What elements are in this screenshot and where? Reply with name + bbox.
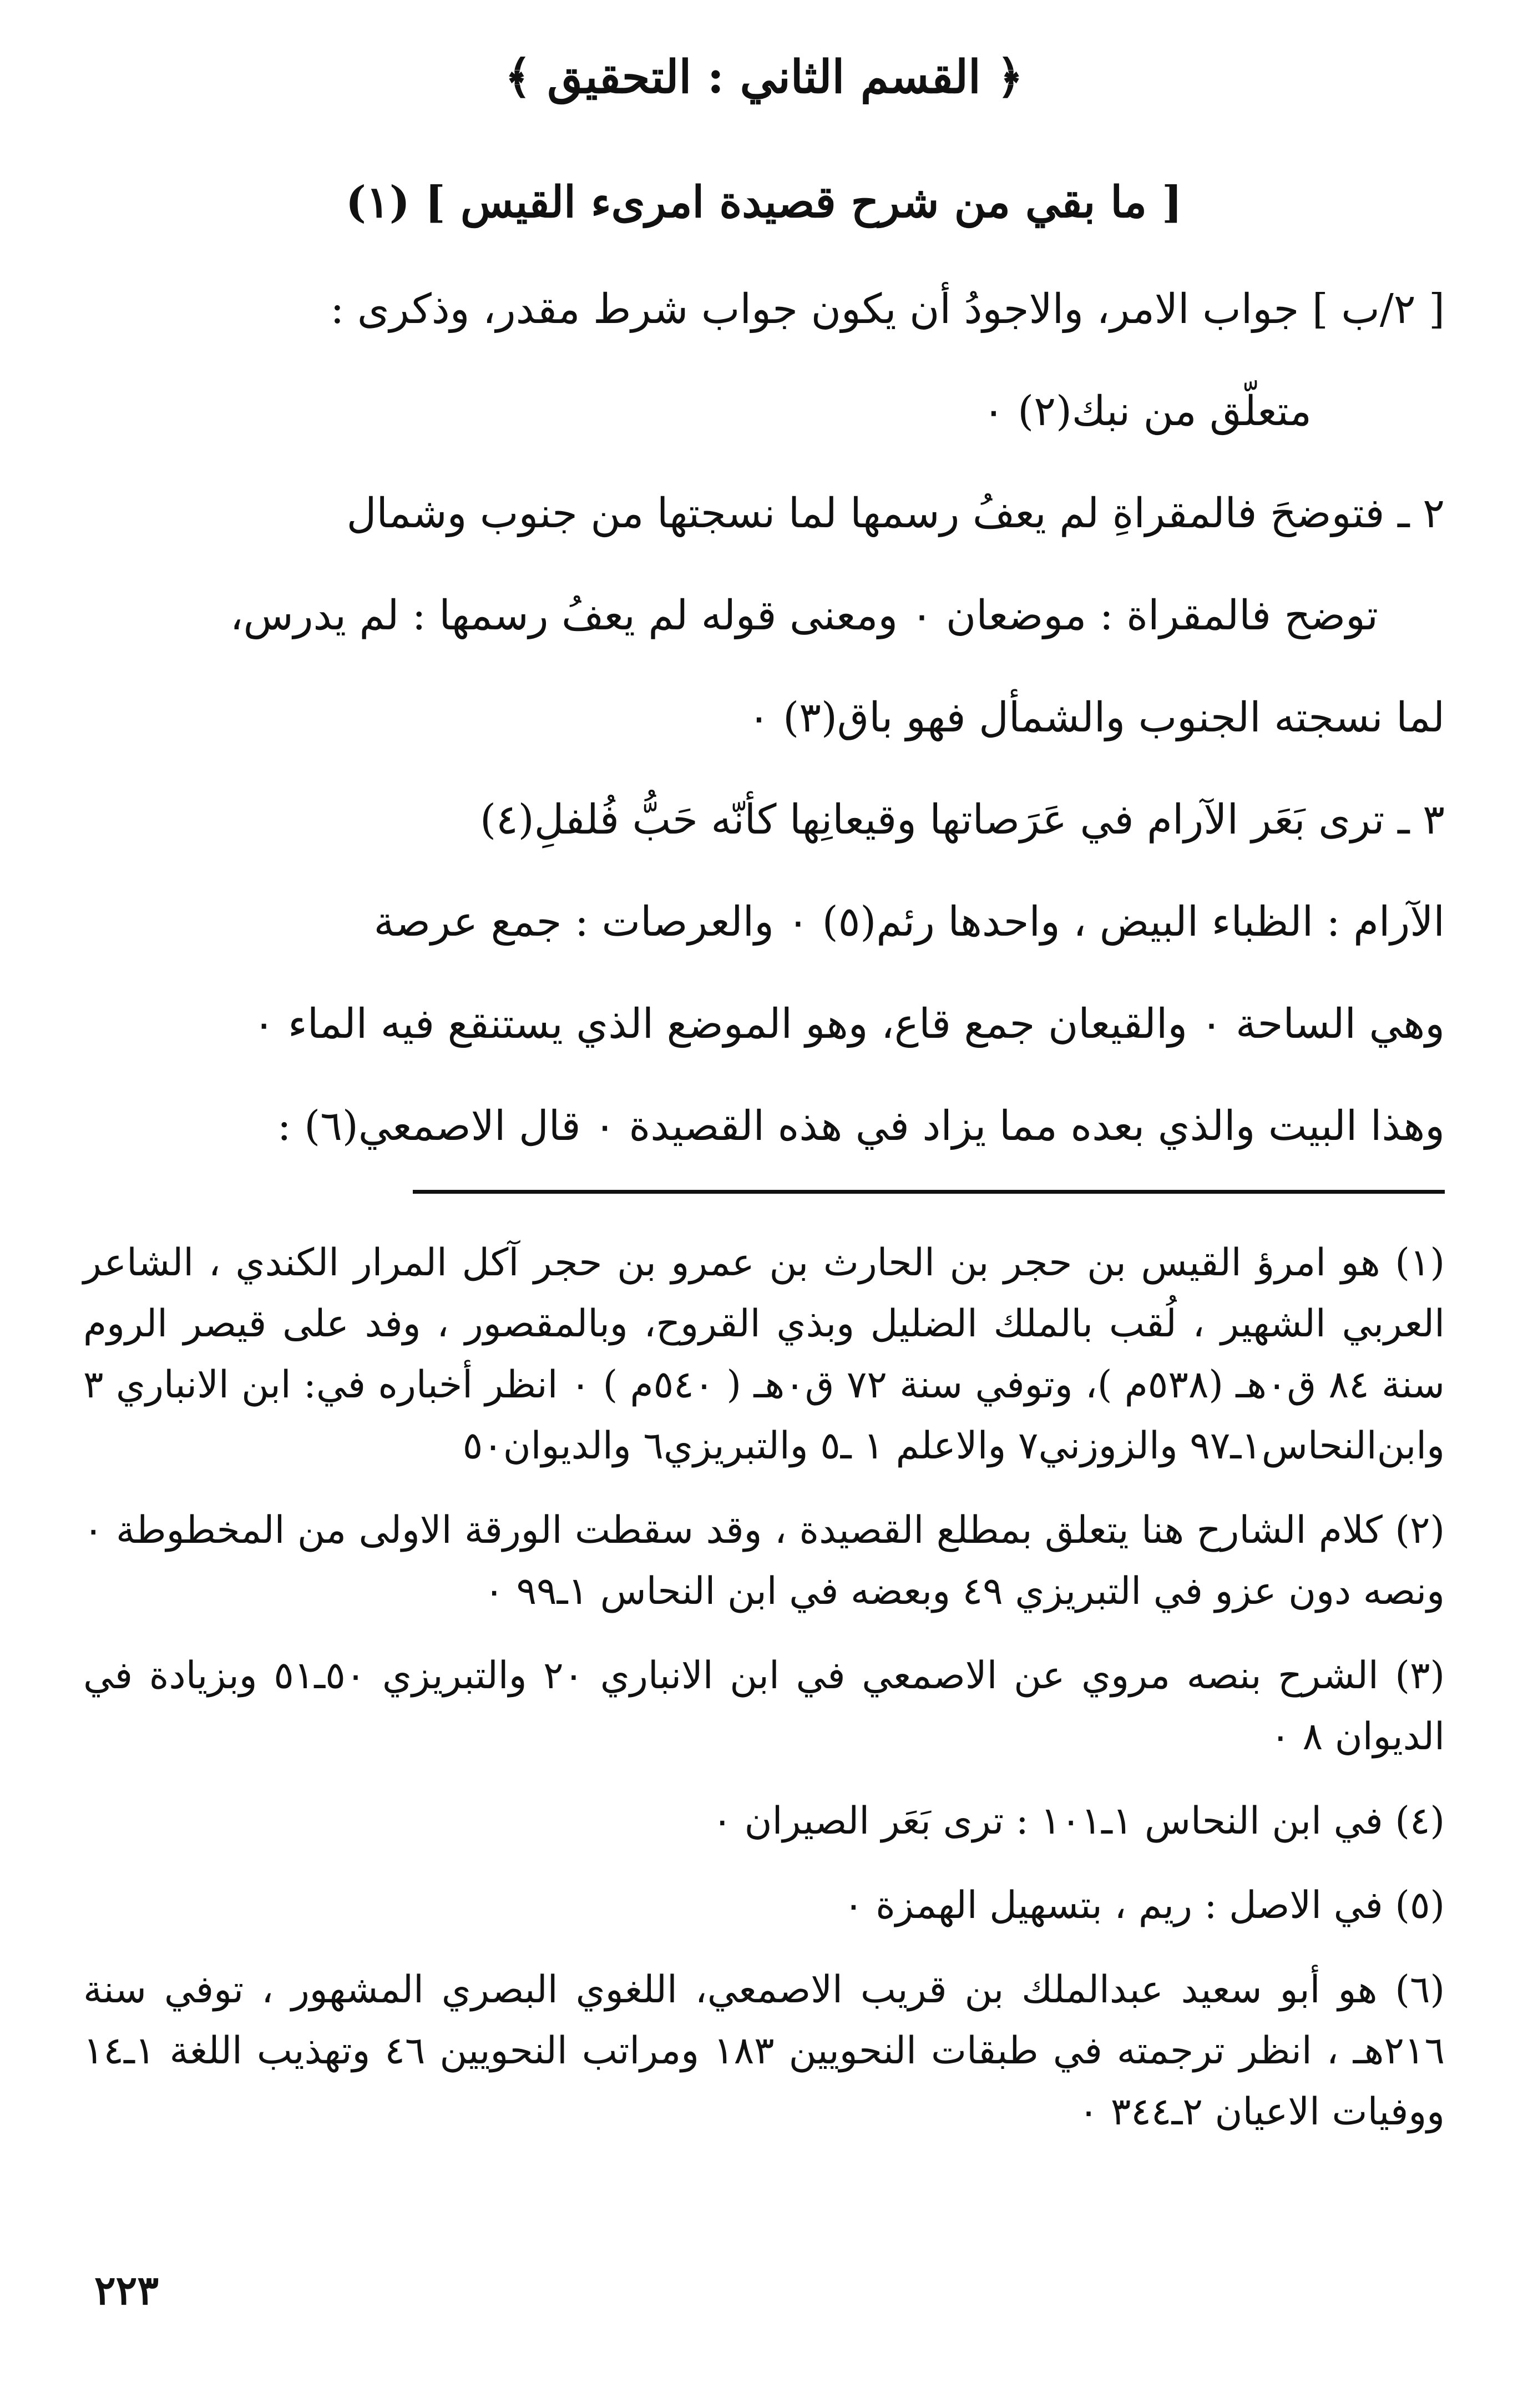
footnote-6: (٦) هو أبو سعيد عبدالملك بن قريب الاصمعي، اللغوي البصري المشهور ، توفي سنة ٢١٦هـ ، انظر ترجمته في طبقات النحويين ١٨٣ ومراتب النحويين ٤٦ وتهذيب اللغة ١ـ١٤ ووفيات الاعيان ٢ـ٣٤٤ ٠ bbox=[83, 1967, 1445, 2134]
footnote-4: (٤) في ابن النحاس ١ـ١٠١ : ترى بَعَر الصيران ٠ bbox=[712, 1799, 1445, 1843]
footnote-3: (٣) الشرح بنصه مروي عن الاصمعي في ابن الانباري ٢٠ والتبريزي ٥٠ـ٥١ وبزيادة في الديوان ٨ ٠ bbox=[83, 1653, 1445, 1759]
commentary-line: وهذا البيت والذي بعده مما يزاد في هذه القصيدة ٠ قال الاصمعي(٦) : bbox=[277, 1102, 1445, 1150]
part-title: [ ما بقي من شرح قصيدة امرىء القيس ] (١) bbox=[346, 177, 1182, 228]
paragraph-line: [ ٢/ب ] جواب الامر، والاجودُ أن يكون جواب شرط مقدر، وذكرى : bbox=[330, 285, 1445, 333]
verse-2-commentary: توضح فالمقراة : موضعان ٠ ومعنى قوله لم يعفُ رسمها : لم يدرس، bbox=[230, 591, 1378, 639]
section-title: ﴿ القسم الثاني : التحقيق ﴾ bbox=[504, 51, 1024, 104]
verse-2-commentary: لما نسجته الجنوب والشمأل فهو باق(٣) ٠ bbox=[748, 693, 1445, 741]
paragraph-line: متعلّق من نبك(٢) ٠ bbox=[983, 387, 1312, 435]
main-text bbox=[83, 267, 1445, 1168]
commentary-line: الآرام : الظباء البيض ، واحدها رئم(٥) ٠ والعرصات : جمع عرصة bbox=[373, 897, 1445, 946]
footnote-5: (٥) في الاصل : ريم ، بتسهيل الهمزة ٠ bbox=[843, 1883, 1445, 1927]
verse-2: ٢ ـ فتوضحَ فالمقراةِ لم يعفُ رسمها لما نسجتها من جنوب وشمال bbox=[346, 489, 1445, 537]
commentary-line: وهي الساحة ٠ والقيعان جمع قاع، وهو الموضع الذي يستنقع فيه الماء ٠ bbox=[252, 999, 1445, 1048]
footnote-separator bbox=[413, 1190, 1445, 1194]
footnote-1: (١) هو امرؤ القيس بن حجر بن الحارث بن عمرو بن حجر آكل المرار الكندي ، الشاعر العربي الشهير ، لُقب بالملك الضليل وبذي القروح، وبالمقصور ، وفد على قيصر الروم سنة ٨٤ ق٠هـ (٥٣٨م )، وتوفي سنة ٧٢ ق٠هـ ( ٥٤٠م ) ٠ انظر أخباره في: ابن الانباري ٣ وابن‌النحاس١ـ٩٧ والزوزني٧ والاعلم ١ ـ٥ والتبريزي٦ والديوان٥٠ bbox=[83, 1240, 1445, 1468]
footnotes bbox=[83, 1233, 1445, 2143]
page-number: ٢٢٣ bbox=[94, 2266, 159, 2314]
footnote-2: (٢) كلام الشارح هنا يتعلق بمطلع القصيدة ، وقد سقطت الورقة الاولى من المخطوطة ٠ ونصه دون عزو في التبريزي ٤٩ وبعضه في ابن النحاس ١ـ٩٩ ٠ bbox=[83, 1508, 1445, 1613]
verse-3: ٣ ـ ترى بَعَر الآرام في عَرَصاتها وقيعانِها كأنّه حَبُّ فُلفلِ(٤) bbox=[480, 795, 1445, 844]
